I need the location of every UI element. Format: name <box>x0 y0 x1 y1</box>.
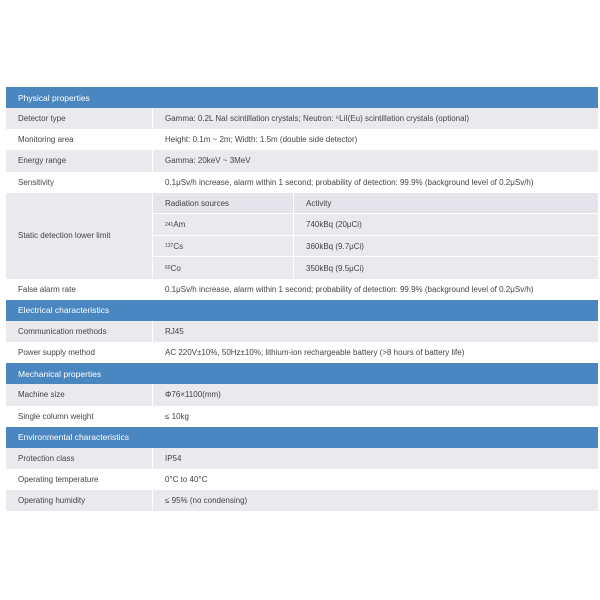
row-label: Operating temperature <box>18 474 99 484</box>
row-value: RJ45 <box>152 321 598 342</box>
col-header-activity: Activity <box>293 193 598 214</box>
row-label: Static detection lower limit <box>18 231 111 241</box>
section-header-electrical: Electrical characteristics <box>6 300 598 321</box>
row-label: Power supply method <box>18 348 95 358</box>
table-row-sensitivity <box>6 172 598 193</box>
table-row-weight <box>6 406 598 427</box>
activity-cell: 740kBq (20μCi) <box>293 214 598 235</box>
row-label: Single column weight <box>18 411 94 421</box>
isotope-element: Co <box>170 263 181 273</box>
table-row-protection <box>6 448 598 469</box>
section-header-mechanical: Mechanical properties <box>6 363 598 384</box>
table-row-energy-range <box>6 150 598 171</box>
row-value: Gamma: 0.2L NaI scintillation crystals; Neutron: ⁶LiI(Eu) scintillation crystals (optional) <box>152 108 598 129</box>
row-value: Gamma: 20keV ~ 3MeV <box>152 150 598 171</box>
row-value: ≤ 95% (no condensing) <box>152 490 598 511</box>
row-label: Detector type <box>18 114 66 124</box>
static-detection-subtable <box>152 193 598 279</box>
row-label: Monitoring area <box>18 135 74 145</box>
subtable-row <box>153 236 598 258</box>
table-row-temperature <box>6 469 598 490</box>
row-label: Operating humidity <box>18 496 86 506</box>
section-header-physical: Physical properties <box>6 87 598 108</box>
source-cell: 60 Co <box>165 263 181 273</box>
isotope-element: Cs <box>173 241 184 251</box>
row-value: Height: 0.1m ~ 2m; Width: 1.5m (double side detector) <box>152 129 598 150</box>
source-cell: 137 Cs <box>165 241 184 251</box>
row-label: False alarm rate <box>18 284 76 294</box>
row-label: Machine size <box>18 390 65 400</box>
row-value: Φ76×1100(mm) <box>152 384 598 405</box>
row-label: Protection class <box>18 453 75 463</box>
row-value: AC 220V±10%, 50Hz±10%; lithium-ion rechargeable battery (>8 hours of battery life) <box>152 342 598 363</box>
spec-table <box>6 87 598 511</box>
subtable-row <box>153 214 598 236</box>
table-row-false-alarm <box>6 279 598 300</box>
table-row-communication <box>6 321 598 342</box>
row-label: Communication methods <box>18 327 107 337</box>
table-row-monitoring-area <box>6 129 598 150</box>
row-value: 0.1μSv/h increase, alarm within 1 second; probability of detection: 99.9% (background level of 0.2μSv/h) <box>152 172 598 193</box>
activity-cell: 350kBq (9.5μCi) <box>293 257 598 279</box>
table-row-machine-size <box>6 384 598 405</box>
subtable-header <box>153 193 598 215</box>
section-header-environmental: Environmental characteristics <box>6 427 598 448</box>
row-label: Sensitivity <box>18 177 55 187</box>
col-header-source: Radiation sources <box>165 198 230 208</box>
table-row-detector-type <box>6 108 598 129</box>
row-value: ≤ 10kg <box>152 406 598 427</box>
table-row-static-detection <box>6 193 598 279</box>
subtable-row <box>153 257 598 279</box>
source-cell: 241 Am <box>165 220 186 229</box>
activity-cell: 360kBq (9.7μCi) <box>293 236 598 257</box>
row-value: IP54 <box>152 448 598 469</box>
row-value: 0°C to 40°C <box>152 469 598 490</box>
table-row-humidity <box>6 490 598 511</box>
row-value: 0.1μSv/h increase, alarm within 1 second; probability of detection: 99.9% (background level of 0.2μSv/h) <box>152 279 598 300</box>
row-label: Energy range <box>18 156 67 166</box>
isotope-element: Am <box>173 220 186 229</box>
table-row-power <box>6 342 598 363</box>
